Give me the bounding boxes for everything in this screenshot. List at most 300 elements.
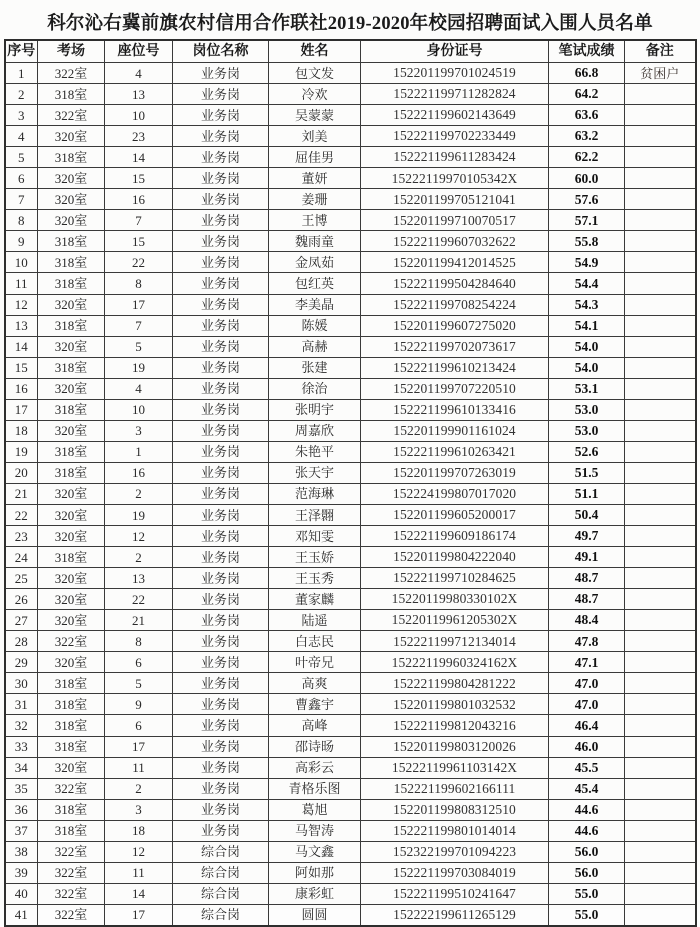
table-cell: 49.7 bbox=[549, 526, 625, 547]
table-cell: 46.4 bbox=[549, 715, 625, 736]
table-cell: 康彩虹 bbox=[269, 883, 361, 904]
table-cell bbox=[625, 336, 696, 357]
table-cell: 45.4 bbox=[549, 778, 625, 799]
table-cell: 朱艳平 bbox=[269, 441, 361, 462]
table-cell: 318室 bbox=[38, 694, 105, 715]
column-header: 座位号 bbox=[105, 40, 173, 63]
table-cell: 17 bbox=[5, 399, 38, 420]
table-cell: 322室 bbox=[38, 862, 105, 883]
table-row bbox=[5, 568, 696, 589]
table-cell: 邓知雯 bbox=[269, 526, 361, 547]
table-cell bbox=[625, 315, 696, 336]
table-cell: 10 bbox=[5, 252, 38, 273]
table-cell: 曹鑫宇 bbox=[269, 694, 361, 715]
table-cell: 320室 bbox=[38, 504, 105, 525]
table-cell: 王玉秀 bbox=[269, 568, 361, 589]
table-cell: 业务岗 bbox=[173, 105, 269, 126]
table-cell: 吴蒙蒙 bbox=[269, 105, 361, 126]
table-cell: 322室 bbox=[38, 904, 105, 926]
table-cell: 高爽 bbox=[269, 673, 361, 694]
table-cell: 320室 bbox=[38, 483, 105, 504]
table-cell: 318室 bbox=[38, 399, 105, 420]
table-cell: 业务岗 bbox=[173, 441, 269, 462]
table-cell: 范海琳 bbox=[269, 483, 361, 504]
table-cell: 152201199808312510 bbox=[361, 799, 549, 820]
table-cell: 张明宇 bbox=[269, 399, 361, 420]
table-cell bbox=[625, 420, 696, 441]
table-cell bbox=[625, 105, 696, 126]
table-cell: 15 bbox=[105, 231, 173, 252]
table-row bbox=[5, 294, 696, 315]
table-cell: 徐治 bbox=[269, 378, 361, 399]
table-cell: 业务岗 bbox=[173, 210, 269, 231]
table-cell: 18 bbox=[5, 420, 38, 441]
table-row bbox=[5, 378, 696, 399]
table-cell: 6 bbox=[5, 168, 38, 189]
table-cell: 19 bbox=[5, 441, 38, 462]
table-cell: 51.1 bbox=[549, 483, 625, 504]
table-cell: 54.9 bbox=[549, 252, 625, 273]
table-cell: 业务岗 bbox=[173, 589, 269, 610]
table-cell: 44.6 bbox=[549, 820, 625, 841]
table-row bbox=[5, 273, 696, 294]
table-cell: 16 bbox=[105, 462, 173, 483]
table-cell: 3 bbox=[105, 420, 173, 441]
table-cell: 8 bbox=[105, 631, 173, 652]
column-header: 岗位名称 bbox=[173, 40, 269, 63]
table-cell: 刘美 bbox=[269, 126, 361, 147]
table-row bbox=[5, 694, 696, 715]
table-cell: 22 bbox=[5, 504, 38, 525]
table-cell: 3 bbox=[105, 799, 173, 820]
table-cell: 圆圆 bbox=[269, 904, 361, 926]
table-cell: 19 bbox=[105, 504, 173, 525]
table-cell bbox=[625, 673, 696, 694]
column-header: 姓名 bbox=[269, 40, 361, 63]
table-cell: 5 bbox=[105, 673, 173, 694]
table-cell: 19 bbox=[105, 357, 173, 378]
table-cell: 320室 bbox=[38, 652, 105, 673]
table-cell: 320室 bbox=[38, 189, 105, 210]
table-cell: 62.2 bbox=[549, 147, 625, 168]
table-row bbox=[5, 904, 696, 926]
table-cell: 152221199812043216 bbox=[361, 715, 549, 736]
table-cell bbox=[625, 252, 696, 273]
table-cell: 21 bbox=[105, 610, 173, 631]
table-cell: 152221199702073617 bbox=[361, 336, 549, 357]
table-cell bbox=[625, 231, 696, 252]
table-cell: 318室 bbox=[38, 273, 105, 294]
table-cell: 318室 bbox=[38, 799, 105, 820]
table-cell: 15220119961205302X bbox=[361, 610, 549, 631]
table-cell: 陆遥 bbox=[269, 610, 361, 631]
table-cell: 11 bbox=[105, 757, 173, 778]
table-cell: 32 bbox=[5, 715, 38, 736]
table-row bbox=[5, 631, 696, 652]
table-cell: 152201199707220510 bbox=[361, 378, 549, 399]
table-cell: 152201199901161024 bbox=[361, 420, 549, 441]
table-cell: 业务岗 bbox=[173, 336, 269, 357]
table-cell: 55.0 bbox=[549, 904, 625, 926]
table-cell: 高赫 bbox=[269, 336, 361, 357]
table-cell: 业务岗 bbox=[173, 168, 269, 189]
table-cell: 34 bbox=[5, 757, 38, 778]
table-cell: 152201199803120026 bbox=[361, 736, 549, 757]
table-cell: 业务岗 bbox=[173, 126, 269, 147]
table-cell: 业务岗 bbox=[173, 84, 269, 105]
table-cell: 51.5 bbox=[549, 462, 625, 483]
candidates-table bbox=[4, 39, 697, 927]
table-row bbox=[5, 357, 696, 378]
table-cell: 白志民 bbox=[269, 631, 361, 652]
table-row bbox=[5, 778, 696, 799]
table-cell: 46.0 bbox=[549, 736, 625, 757]
table-cell: 54.0 bbox=[549, 357, 625, 378]
table-cell: 52.6 bbox=[549, 441, 625, 462]
table-cell: 55.0 bbox=[549, 883, 625, 904]
table-cell: 16 bbox=[105, 189, 173, 210]
table-cell bbox=[625, 778, 696, 799]
table-cell: 包文发 bbox=[269, 63, 361, 84]
table-cell: 王玉娇 bbox=[269, 547, 361, 568]
table-cell bbox=[625, 862, 696, 883]
table-cell: 40 bbox=[5, 883, 38, 904]
table-cell bbox=[625, 168, 696, 189]
table-cell: 17 bbox=[105, 736, 173, 757]
table-cell: 152201199705121041 bbox=[361, 189, 549, 210]
table-cell: 47.1 bbox=[549, 652, 625, 673]
table-cell: 邵诗旸 bbox=[269, 736, 361, 757]
table-cell: 47.8 bbox=[549, 631, 625, 652]
table-cell bbox=[625, 799, 696, 820]
table-cell: 56.0 bbox=[549, 862, 625, 883]
table-cell: 152221199710284625 bbox=[361, 568, 549, 589]
table-cell: 14 bbox=[105, 147, 173, 168]
table-cell: 业务岗 bbox=[173, 757, 269, 778]
table-cell: 152221199610213424 bbox=[361, 357, 549, 378]
table-cell: 320室 bbox=[38, 757, 105, 778]
table-cell: 45.5 bbox=[549, 757, 625, 778]
table-cell: 业务岗 bbox=[173, 568, 269, 589]
table-cell: 15222119961103142X bbox=[361, 757, 549, 778]
table-cell: 152221199602166111 bbox=[361, 778, 549, 799]
table-cell: 业务岗 bbox=[173, 631, 269, 652]
table-cell: 318室 bbox=[38, 715, 105, 736]
table-cell: 张建 bbox=[269, 357, 361, 378]
table-cell: 152201199804222040 bbox=[361, 547, 549, 568]
table-row bbox=[5, 168, 696, 189]
table-cell: 业务岗 bbox=[173, 399, 269, 420]
table-row bbox=[5, 673, 696, 694]
table-row bbox=[5, 336, 696, 357]
header-row bbox=[5, 40, 696, 63]
table-cell: 152221199711282824 bbox=[361, 84, 549, 105]
table-cell: 36 bbox=[5, 799, 38, 820]
table-cell: 318室 bbox=[38, 736, 105, 757]
table-cell: 29 bbox=[5, 652, 38, 673]
table-row bbox=[5, 504, 696, 525]
table-cell: 318室 bbox=[38, 673, 105, 694]
table-cell: 5 bbox=[105, 336, 173, 357]
table-cell: 业务岗 bbox=[173, 147, 269, 168]
table-cell: 业务岗 bbox=[173, 294, 269, 315]
table-cell: 8 bbox=[105, 273, 173, 294]
table-cell: 44.6 bbox=[549, 799, 625, 820]
table-row bbox=[5, 210, 696, 231]
table-cell: 53.0 bbox=[549, 399, 625, 420]
table-row bbox=[5, 63, 696, 84]
table-cell: 2 bbox=[105, 483, 173, 504]
table-cell: 业务岗 bbox=[173, 231, 269, 252]
table-cell: 李美晶 bbox=[269, 294, 361, 315]
table-cell: 320室 bbox=[38, 210, 105, 231]
table-cell bbox=[625, 189, 696, 210]
table-cell: 11 bbox=[105, 862, 173, 883]
table-row bbox=[5, 420, 696, 441]
table-cell bbox=[625, 904, 696, 926]
table-cell: 15222119960324162X bbox=[361, 652, 549, 673]
table-cell: 业务岗 bbox=[173, 778, 269, 799]
table-cell: 57.1 bbox=[549, 210, 625, 231]
table-cell: 业务岗 bbox=[173, 610, 269, 631]
table-cell: 葛旭 bbox=[269, 799, 361, 820]
table-cell: 318室 bbox=[38, 231, 105, 252]
table-cell: 18 bbox=[105, 820, 173, 841]
table-row bbox=[5, 799, 696, 820]
table-cell: 7 bbox=[105, 315, 173, 336]
column-header: 备注 bbox=[625, 40, 696, 63]
table-cell: 33 bbox=[5, 736, 38, 757]
table-cell: 318室 bbox=[38, 147, 105, 168]
table-cell: 31 bbox=[5, 694, 38, 715]
table-cell: 320室 bbox=[38, 610, 105, 631]
table-cell: 2 bbox=[5, 84, 38, 105]
table-row bbox=[5, 757, 696, 778]
table-cell: 320室 bbox=[38, 168, 105, 189]
table-row bbox=[5, 526, 696, 547]
table-cell: 业务岗 bbox=[173, 715, 269, 736]
table-cell bbox=[625, 589, 696, 610]
table-cell: 54.3 bbox=[549, 294, 625, 315]
table-cell: 张天宇 bbox=[269, 462, 361, 483]
table-cell: 2 bbox=[105, 778, 173, 799]
table-cell bbox=[625, 568, 696, 589]
table-cell: 322室 bbox=[38, 631, 105, 652]
table-cell: 包红英 bbox=[269, 273, 361, 294]
table-row bbox=[5, 841, 696, 862]
table-cell: 152221199703084019 bbox=[361, 862, 549, 883]
table-cell: 青格乐图 bbox=[269, 778, 361, 799]
table-row bbox=[5, 589, 696, 610]
table-cell: 王博 bbox=[269, 210, 361, 231]
table-cell: 17 bbox=[105, 904, 173, 926]
table-cell bbox=[625, 694, 696, 715]
table-row bbox=[5, 231, 696, 252]
table-cell: 318室 bbox=[38, 462, 105, 483]
table-row bbox=[5, 105, 696, 126]
table-cell: 高彩云 bbox=[269, 757, 361, 778]
table-cell bbox=[625, 547, 696, 568]
table-cell: 320室 bbox=[38, 568, 105, 589]
table-cell: 48.7 bbox=[549, 589, 625, 610]
table-cell: 6 bbox=[105, 715, 173, 736]
table-cell: 54.1 bbox=[549, 315, 625, 336]
table-cell: 48.7 bbox=[549, 568, 625, 589]
table-cell: 318室 bbox=[38, 441, 105, 462]
table-row bbox=[5, 189, 696, 210]
table-cell bbox=[625, 652, 696, 673]
table-cell: 320室 bbox=[38, 526, 105, 547]
table-cell: 322室 bbox=[38, 841, 105, 862]
table-cell: 9 bbox=[105, 694, 173, 715]
table-cell: 业务岗 bbox=[173, 799, 269, 820]
table-cell: 322室 bbox=[38, 105, 105, 126]
table-cell: 41 bbox=[5, 904, 38, 926]
table-cell: 11 bbox=[5, 273, 38, 294]
table-cell: 50.4 bbox=[549, 504, 625, 525]
table-cell: 姜珊 bbox=[269, 189, 361, 210]
table-row bbox=[5, 315, 696, 336]
table-cell: 318室 bbox=[38, 84, 105, 105]
table-cell: 业务岗 bbox=[173, 736, 269, 757]
column-header: 考场 bbox=[38, 40, 105, 63]
table-cell: 152221199607032622 bbox=[361, 231, 549, 252]
table-cell: 6 bbox=[105, 652, 173, 673]
table-cell: 业务岗 bbox=[173, 273, 269, 294]
table-cell: 业务岗 bbox=[173, 504, 269, 525]
table-cell: 综合岗 bbox=[173, 862, 269, 883]
table-cell: 业务岗 bbox=[173, 694, 269, 715]
table-cell: 9 bbox=[5, 231, 38, 252]
table-cell bbox=[625, 273, 696, 294]
table-cell: 152221199708254224 bbox=[361, 294, 549, 315]
table-cell: 53.0 bbox=[549, 420, 625, 441]
table-row bbox=[5, 147, 696, 168]
table-row bbox=[5, 736, 696, 757]
table-cell: 47.0 bbox=[549, 673, 625, 694]
table-cell: 15220119980330102X bbox=[361, 589, 549, 610]
table-row bbox=[5, 715, 696, 736]
table-row bbox=[5, 126, 696, 147]
table-cell: 320室 bbox=[38, 126, 105, 147]
table-cell: 24 bbox=[5, 547, 38, 568]
table-cell bbox=[625, 210, 696, 231]
table-cell: 业务岗 bbox=[173, 357, 269, 378]
table-cell: 152322199701094223 bbox=[361, 841, 549, 862]
table-cell: 业务岗 bbox=[173, 378, 269, 399]
table-body bbox=[5, 63, 696, 926]
table-cell: 4 bbox=[5, 126, 38, 147]
table-cell: 业务岗 bbox=[173, 547, 269, 568]
table-row bbox=[5, 862, 696, 883]
table-cell: 2 bbox=[105, 547, 173, 568]
table-cell: 152222199611265129 bbox=[361, 904, 549, 926]
table-cell: 152201199710070517 bbox=[361, 210, 549, 231]
table-cell: 12 bbox=[105, 526, 173, 547]
table-cell: 冷欢 bbox=[269, 84, 361, 105]
table-cell: 董妍 bbox=[269, 168, 361, 189]
table-cell: 320室 bbox=[38, 336, 105, 357]
table-cell: 54.4 bbox=[549, 273, 625, 294]
table-cell: 318室 bbox=[38, 820, 105, 841]
table-cell: 业务岗 bbox=[173, 252, 269, 273]
table-row bbox=[5, 252, 696, 273]
table-cell: 30 bbox=[5, 673, 38, 694]
table-cell: 13 bbox=[5, 315, 38, 336]
table-cell: 152221199609186174 bbox=[361, 526, 549, 547]
table-cell: 152201199607275020 bbox=[361, 315, 549, 336]
table-cell bbox=[625, 736, 696, 757]
table-cell: 39 bbox=[5, 862, 38, 883]
table-cell: 贫困户 bbox=[625, 63, 696, 84]
table-cell: 37 bbox=[5, 820, 38, 841]
table-cell: 152221199504284640 bbox=[361, 273, 549, 294]
table-cell: 152221199804281222 bbox=[361, 673, 549, 694]
table-cell bbox=[625, 441, 696, 462]
table-cell: 60.0 bbox=[549, 168, 625, 189]
table-cell: 王泽翾 bbox=[269, 504, 361, 525]
table-cell: 魏雨童 bbox=[269, 231, 361, 252]
table-cell: 152221199801014014 bbox=[361, 820, 549, 841]
table-cell: 1 bbox=[105, 441, 173, 462]
table-cell: 21 bbox=[5, 483, 38, 504]
table-cell bbox=[625, 820, 696, 841]
table-cell: 53.1 bbox=[549, 378, 625, 399]
table-cell: 15 bbox=[105, 168, 173, 189]
table-cell: 25 bbox=[5, 568, 38, 589]
table-cell bbox=[625, 378, 696, 399]
table-cell: 27 bbox=[5, 610, 38, 631]
table-cell: 高峰 bbox=[269, 715, 361, 736]
table-cell: 320室 bbox=[38, 294, 105, 315]
table-cell: 320室 bbox=[38, 378, 105, 399]
table-cell bbox=[625, 357, 696, 378]
table-cell bbox=[625, 841, 696, 862]
table-row bbox=[5, 441, 696, 462]
table-cell: 318室 bbox=[38, 315, 105, 336]
table-cell: 16 bbox=[5, 378, 38, 399]
table-cell: 318室 bbox=[38, 547, 105, 568]
table-cell: 综合岗 bbox=[173, 904, 269, 926]
table-cell bbox=[625, 631, 696, 652]
table-cell bbox=[625, 610, 696, 631]
table-cell: 业务岗 bbox=[173, 315, 269, 336]
table-cell: 152221199602143649 bbox=[361, 105, 549, 126]
table-row bbox=[5, 652, 696, 673]
table-cell: 22 bbox=[105, 252, 173, 273]
table-cell: 64.2 bbox=[549, 84, 625, 105]
table-cell bbox=[625, 883, 696, 904]
table-cell: 业务岗 bbox=[173, 483, 269, 504]
table-cell: 152221199610133416 bbox=[361, 399, 549, 420]
table-cell: 3 bbox=[5, 105, 38, 126]
table-cell: 8 bbox=[5, 210, 38, 231]
table-cell bbox=[625, 462, 696, 483]
table-cell: 320室 bbox=[38, 420, 105, 441]
table-cell: 318室 bbox=[38, 357, 105, 378]
table-cell bbox=[625, 757, 696, 778]
table-cell: 业务岗 bbox=[173, 420, 269, 441]
table-cell bbox=[625, 483, 696, 504]
table-cell: 318室 bbox=[38, 252, 105, 273]
table-cell: 7 bbox=[105, 210, 173, 231]
table-cell: 15222119970105342X bbox=[361, 168, 549, 189]
table-cell: 35 bbox=[5, 778, 38, 799]
table-cell: 10 bbox=[105, 399, 173, 420]
table-row bbox=[5, 462, 696, 483]
table-cell: 10 bbox=[105, 105, 173, 126]
table-cell: 322室 bbox=[38, 63, 105, 84]
